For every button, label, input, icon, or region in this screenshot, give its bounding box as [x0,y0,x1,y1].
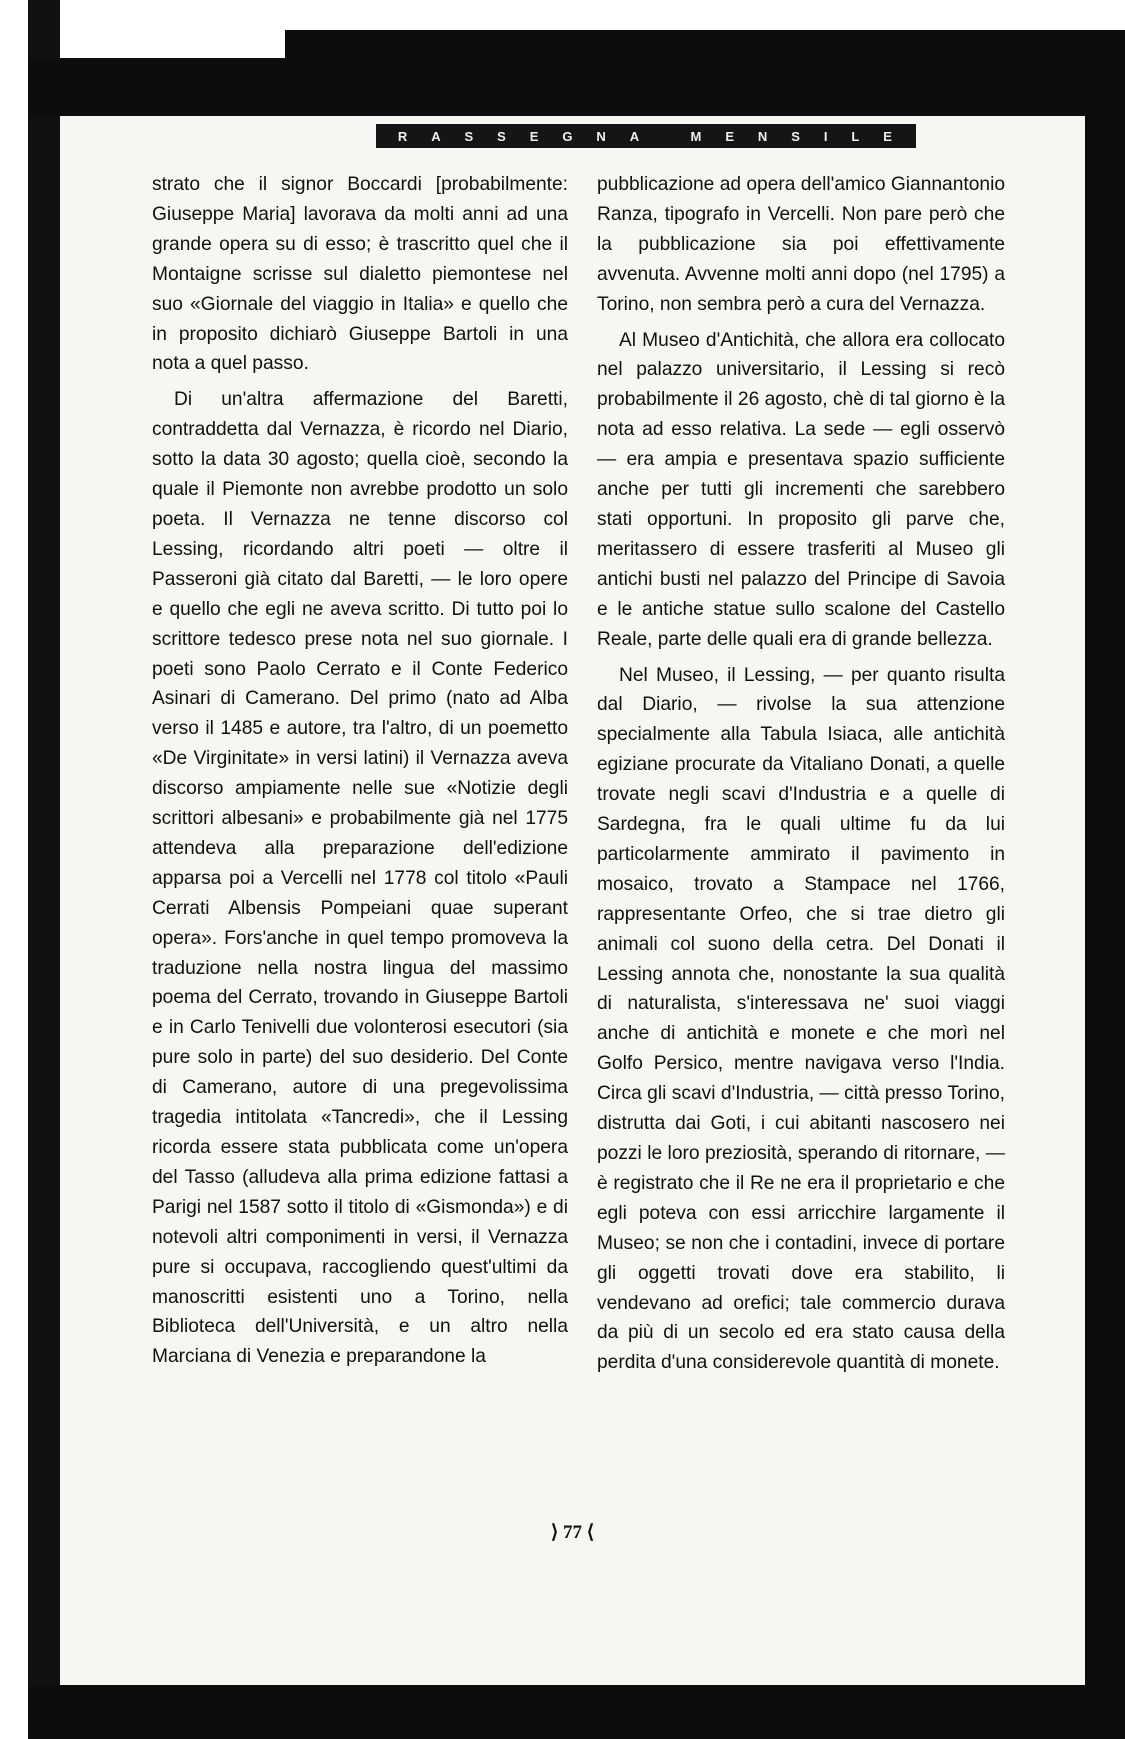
running-title-letter: R [397,128,410,144]
right-paragraph-1: pubblicazione ad opera dell'amico Giannantonio Ranza, tipografo in Vercelli. Non pare però che la pubblicazione sia poi effettivamente avvenuta. Avvenne molti anni dopo (nel 1795) a Torino, non sembra però a cura del Vernazza. [597,174,1005,315]
running-title-letter: L [851,128,862,144]
running-title-letter: I [823,128,830,144]
right-paragraph-2: Al Museo d'Antichità, che allora era collocato nel palazzo universitario, il Lessing si recò probabilmente il 26 agosto, chè di tal giorno è la nota ad esso relativa. La sede — egli osservò — era ampia e presentava spazio sufficiente anche per tutti gli incrementi che sarebbero stati opportuni. In proposito gli parve che, meritassero di essere trasferiti al Museo gli antichi busti nel palazzo del Principe di Savoia e le antiche statue sullo scalone del Castello Reale, parte delle quali era di grande bellezza. [597,329,1005,650]
right-column [597,170,1005,1378]
running-title-letter: N [596,128,608,144]
right-paragraph-3: Nel Museo, il Lessing, — per quanto risulta dal Diario, — rivolse la sua attenzione specialmente alla Tabula Isiaca, alle antichità egiziane procurate da Vitaliano Donati, a quelle trovate negli scavi d'Industria e a quelle di Sardegna, fra le quali ultime fu da lui particolarmente ammirato il pavimento in mosaico, trovato a Stampace nel 1766, rappresentante Orfeo, che si trae dietro gli animali col suono della cetra. Del Donati il Lessing annota che, nonostante la sua qualità di naturalista, s'interessava ne' suoi viaggi anche di antichità e monete e che morì nel Golfo Persico, mentre navigava verso l'India. Circa gli scavi d'Industria, — città presso Torino, distrutta dai Goti, i cui abitanti nascosero nei pozzi le loro preziosità, sperando di ritornare, — è registrato che il Re ne era il proprietario e che egli poteva con essi arricchire largamente il Museo; se non che i contadini, invece di portare gli oggetti trovati dove era stabilito, li vendevano ad orefici; tale commercio durava da più di un secolo ed era stato causa della perdita d'una considerevole quantità di monete. [597,664,1005,1374]
running-title-letter: S [791,128,802,144]
page-number [60,1521,1085,1544]
scan-border-bottom [28,1685,1125,1739]
running-title-letter: S [464,128,476,144]
running-title-letter: S [497,128,508,144]
left-paragraph-2: Di un'altra affermazione del Baretti, contraddetta dal Vernazza, è ricordo nel Diario, sotto la data 30 agosto; quella cioè, secondo la quale il Piemonte non avrebbe prodotto un solo poeta. Il Vernazza ne tenne discorso col Lessing, ricordando altri poeti — oltre il Passeroni già citato dal Baretti, — le loro opere e quello che egli ne aveva scritto. Di tutto poi lo scrittore tedesco prese nota nel suo giornale. I poeti sono Paolo Cerrato e il Conte Federico Asinari di Camerano. Del primo (nato ad Alba verso il 1485 e autore, tra l'altro, di un poemetto «De Virginitate» in versi latini) il Vernazza aveva discorso ampiamente nelle sue «Notizie degli scrittori albesani» e probabilmente già nel 1775 attendeva alla preparazione dell'edizione apparsa poi a Vercelli nel 1778 col titolo «Pauli Cerrati Albensis Pompeiani quae superant opera». Fors'anche in quel tempo promoveva la traduzione nella nostra lingua del massimo poema del Cerrato, trovando in Giuseppe Bartoli e in Carlo Tenivelli due volonterosi esecutori (sia pure solo in parte) del suo desiderio. Del Conte di Camerano, autore di una pregevolissima tragedia intitolata «Tancredi», che il Lessing ricorda essere stata pubblicata come un'opera del Tasso (alludeva alla prima edizione fattasi a Parigi nel 1587 sotto il titolo di «Gismonda») e di notevoli altri componimenti in versi, il Vernazza pure si occupava, raccogliendo quest'ultimi da manoscritti esistenti uno a Torino, nella Biblioteca dell'Università, e un altro nella Marciana di Venezia e preparandone la [152,389,568,1368]
running-title-letter: G [562,128,575,144]
scan-border-right [1085,30,1125,1739]
left-paragraph-1: strato che il signor Boccardi [probabilmente: Giuseppe Maria] lavorava da molti anni ad una grande opera su di esso; è trascritto quel che il Montaigne scrisse sul dialetto piemontese nel suo «Giornale del viaggio in Italia» e quello che in proposito dichiarò Giuseppe Bartoli in una nota a quel passo. [152,174,568,375]
running-title-letter [663,129,669,144]
left-column [152,170,568,1372]
scan-border-top [28,58,1125,116]
page-number-text: 77 [563,1522,582,1543]
running-title-letter: M [690,128,704,144]
running-header [376,124,916,148]
running-title-letter: E [883,128,894,144]
folio-ornament-left-icon: ⟩ [550,1522,559,1543]
folio-ornament-right-icon: ⟨ [586,1522,595,1543]
running-title-letter: E [529,128,541,144]
scan-border-left [0,0,60,1739]
page [60,116,1085,1685]
running-title-letter: E [725,128,736,144]
running-title-letter: A [431,128,443,144]
running-title-letter: A [629,128,642,144]
running-title-letter: N [757,128,770,144]
